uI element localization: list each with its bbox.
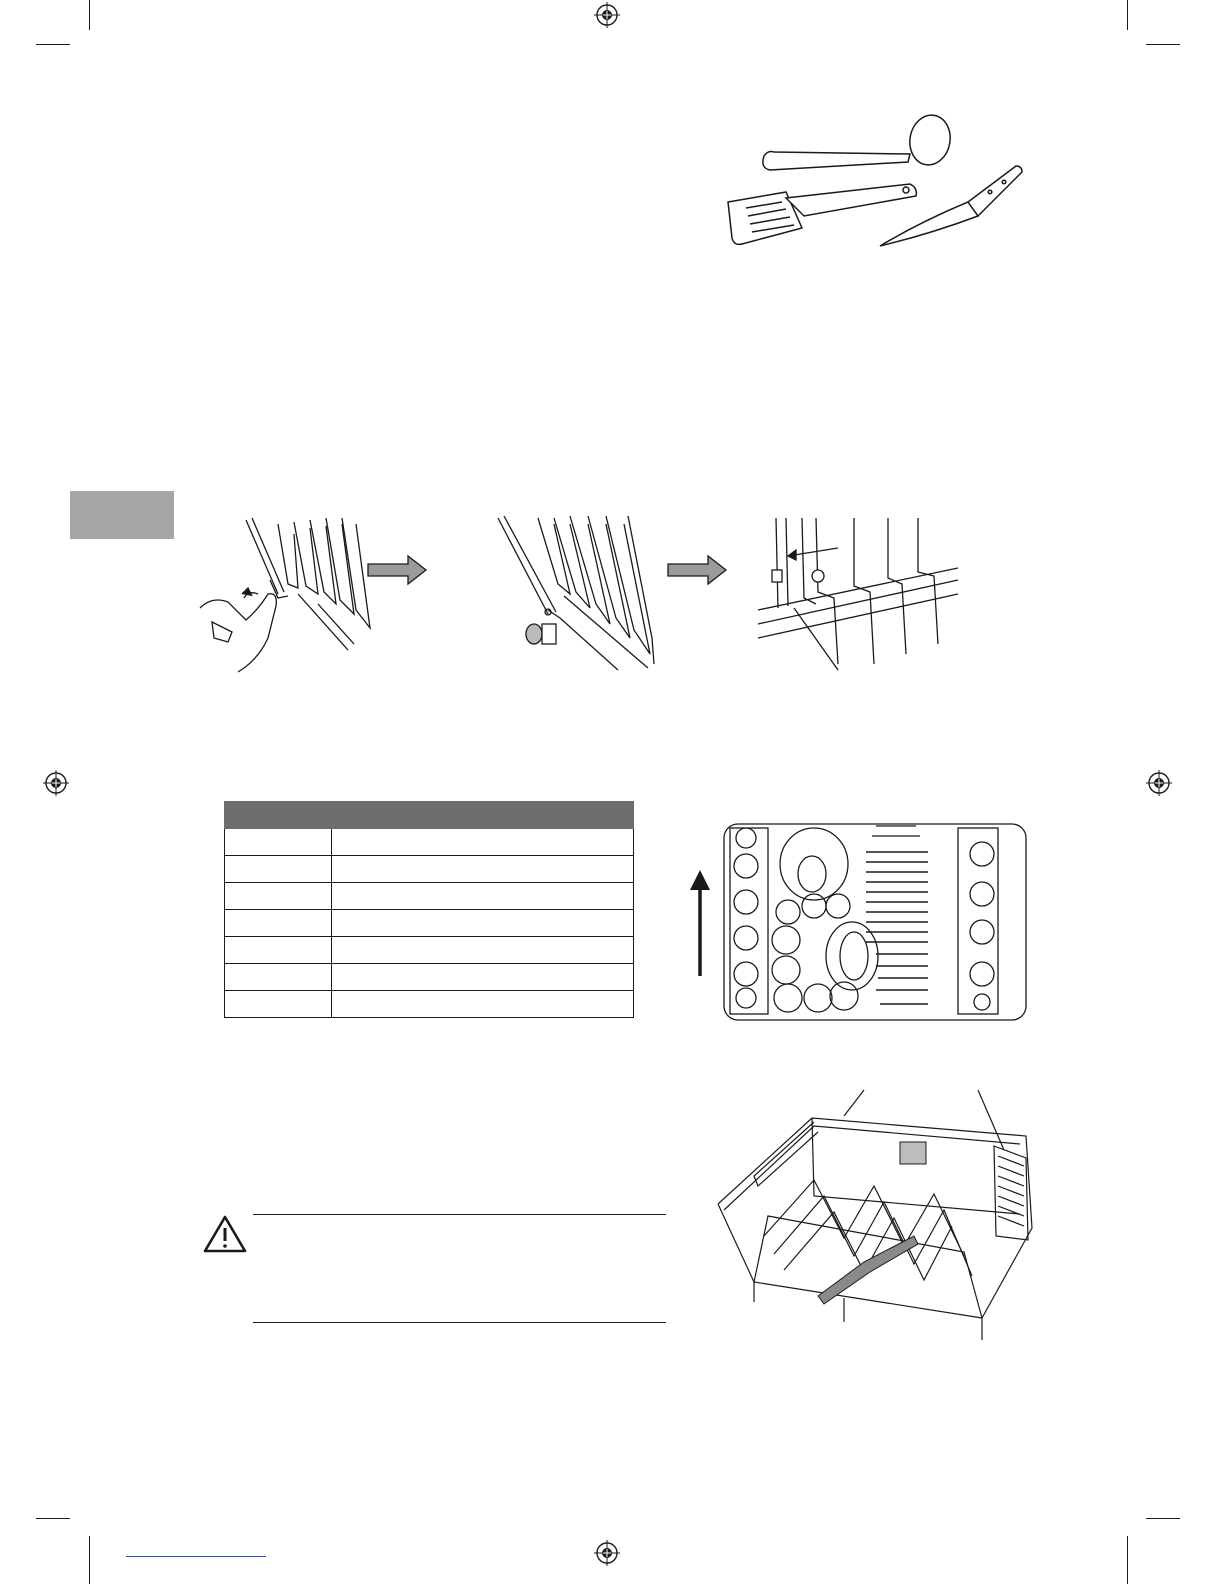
- rack-step-2-illustration: [498, 516, 654, 670]
- table-cell: [225, 964, 332, 991]
- utensils-illustration: [720, 112, 1030, 252]
- language-side-tab: [70, 491, 174, 539]
- warning-bottom-rule: [253, 1322, 666, 1323]
- crop-mark: [1127, 0, 1128, 30]
- table-cell: [332, 937, 634, 964]
- table-row: [225, 910, 634, 937]
- direction-arrow-icon: [690, 870, 710, 976]
- table-cell: [332, 883, 634, 910]
- next-step-arrow-icon: [668, 556, 726, 584]
- footer-link[interactable]: [126, 1556, 266, 1557]
- table-cell: [332, 856, 634, 883]
- table-row: [225, 991, 634, 1018]
- spray-arm-icon: [818, 1236, 918, 1304]
- table-row: [225, 937, 634, 964]
- registration-mark-icon: [594, 1540, 620, 1566]
- table-cell: [225, 829, 332, 856]
- rack-step-3-illustration: [758, 518, 958, 670]
- rack-step-1-illustration: [200, 518, 370, 672]
- upper-rack-loading-diagram: [690, 820, 1030, 1030]
- table-row: [225, 964, 634, 991]
- rack-removal-steps-illustration: [198, 514, 968, 674]
- registration-mark-icon: [594, 2, 620, 28]
- table-cell: [332, 910, 634, 937]
- crop-mark: [89, 0, 90, 30]
- info-table: [224, 801, 634, 1018]
- crop-mark: [36, 44, 70, 45]
- table-cell: [332, 991, 634, 1018]
- warning-triangle-icon: [202, 1214, 248, 1254]
- table-row: [225, 856, 634, 883]
- table-cell: [225, 856, 332, 883]
- crop-mark: [89, 1536, 90, 1584]
- table-header-cell: [225, 802, 332, 829]
- crop-mark: [36, 1518, 70, 1519]
- table-row: [225, 829, 634, 856]
- spray-hub-icon: [900, 1142, 926, 1164]
- table-cell: [225, 883, 332, 910]
- table-cell: [225, 910, 332, 937]
- table-header-cell: [332, 802, 634, 829]
- table-cell: [332, 964, 634, 991]
- spatula-icon: [728, 184, 916, 244]
- table-cell: [332, 829, 634, 856]
- crop-mark: [1127, 1536, 1128, 1584]
- table-row: [225, 883, 634, 910]
- table-cell: [225, 991, 332, 1018]
- ladle-icon: [763, 112, 954, 170]
- warning-top-rule: [253, 1214, 666, 1215]
- next-step-arrow-icon: [368, 556, 426, 584]
- table-cell: [225, 937, 332, 964]
- crop-mark: [1146, 44, 1180, 45]
- upper-basket-illustration: [714, 1086, 1044, 1342]
- table-header-row: [225, 802, 634, 829]
- registration-mark-icon: [43, 770, 69, 796]
- registration-mark-icon: [1146, 770, 1172, 796]
- knife-icon: [880, 166, 1022, 246]
- crop-mark: [1146, 1518, 1180, 1519]
